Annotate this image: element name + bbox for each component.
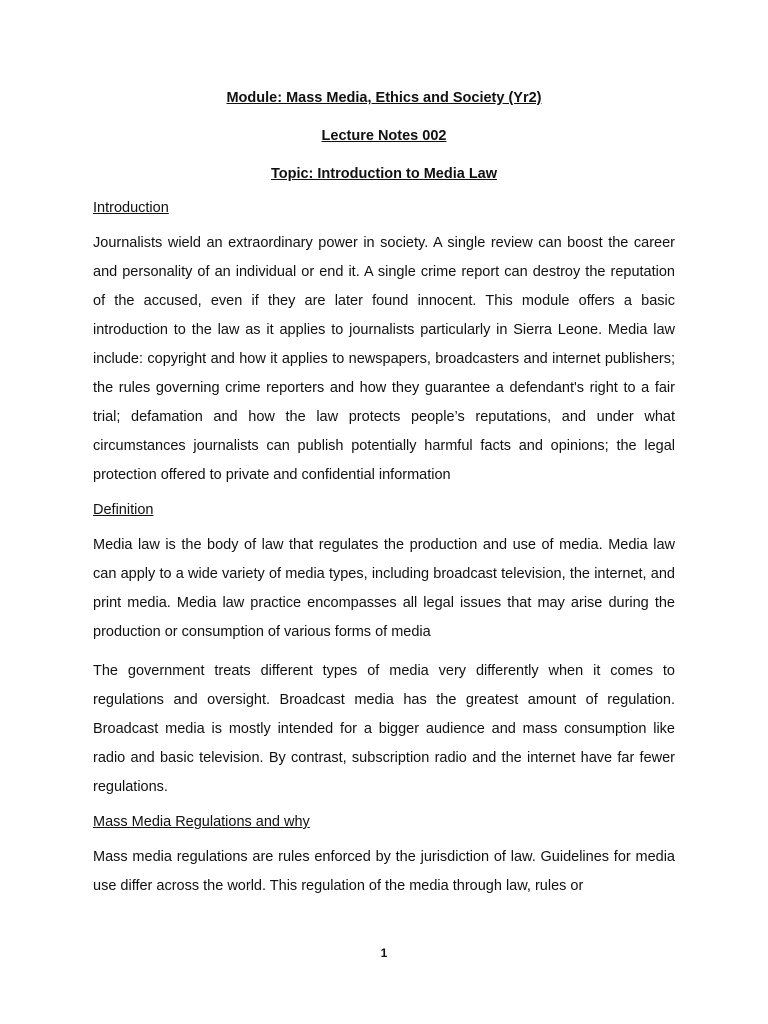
page-number: 1 (380, 946, 388, 960)
module-title: Module: Mass Media, Ethics and Society (Yr2) (226, 90, 542, 106)
regulations-paragraph: Mass media regulations are rules enforced by the jurisdiction of law. Guidelines for media use differ across the world. This regulation of the media through law, rules or (93, 849, 675, 894)
introduction-heading: Introduction (93, 200, 169, 216)
definition-paragraph-2: The government treats different types of media very differently when it comes to regulations and oversight. Broadcast media has the greatest amount of regulation. Broadcast media is mostly intended for a bigger audience and mass consumption like radio and basic television. By contrast, subscription radio and the internet have far fewer regulations. (93, 663, 675, 795)
topic-title: Topic: Introduction to Media Law (270, 166, 498, 182)
page-content (93, 88, 675, 911)
definition-heading: Definition (93, 502, 154, 518)
lecture-title: Lecture Notes 002 (321, 128, 447, 144)
definition-paragraph-1: Media law is the body of law that regulates the production and use of media. Media law can apply to a wide variety of media types, including broadcast television, the internet, and print media. Media law practice encompasses all legal issues that may arise during the production or consumption of various forms of media (93, 537, 675, 640)
regulations-heading: Mass Media Regulations and why (93, 814, 310, 830)
introduction-paragraph: Journalists wield an extraordinary power in society. A single review can boost the career and personality of an individual or end it. A single crime report can destroy the reputation of the accused, even if they are later found innocent. This module offers a basic introduction to the law as it applies to journalists particularly in Sierra Leone. Media law include: copyright and how it applies to newspapers, broadcasters and internet publishers; the rules governing crime reporters and how they guarantee a defendant's right to a fair trial; defamation and how the law protects people’s reputations, and under what circumstances journalists can publish potentially harmful facts and opinions; the legal protection offered to private and confidential information (93, 235, 675, 483)
